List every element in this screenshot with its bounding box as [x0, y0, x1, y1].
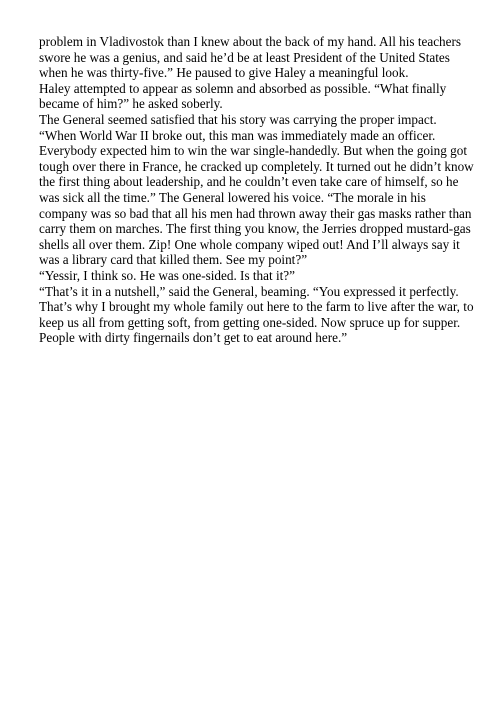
- document-page: [39, 34, 475, 346]
- paragraph: “That’s it in a nutshell,” said the General, beaming. “You expressed it perfectly. That’s why I brought my whole family out here to the farm to live after the war, to keep us all from getting soft, from getting one-sided. Now spruce up for supper. People with dirty fingernails don’t get to eat around here.”: [39, 283, 474, 346]
- paragraph: problem in Vladivostok than I knew about the back of my hand. All his teachers swore he was a genius, and said he’d be at least President of the United States when he was thirty-five.” He paused to give Haley a meaningful look.: [39, 34, 462, 81]
- paragraph: The General seemed satisfied that his story was carrying the proper impact. “When World War II broke out, this man was immediately made an officer. Everybody expected him to win the war single-handedly. But when the going got tough over there in France, he cracked up completely. It turned out he didn’t know the first thing about leadership, and he couldn’t even take care of himself, so he was sick all the time.” The General lowered his voice. “The morale in his company was so bad that all his men had thrown away their gas masks rather than carry them on marches. The first thing you know, the Jerries dropped mustard-gas shells all over them. Zip! One whole company wiped out! And I’ll always say it was a library card that killed them. See my point?”: [39, 111, 474, 268]
- paragraph: Haley attempted to appear as solemn and absorbed as possible. “What finally became of him?” he asked soberly.: [39, 80, 447, 112]
- paragraph: “Yessir, I think so. He was one-sided. Is that it?”: [39, 267, 295, 283]
